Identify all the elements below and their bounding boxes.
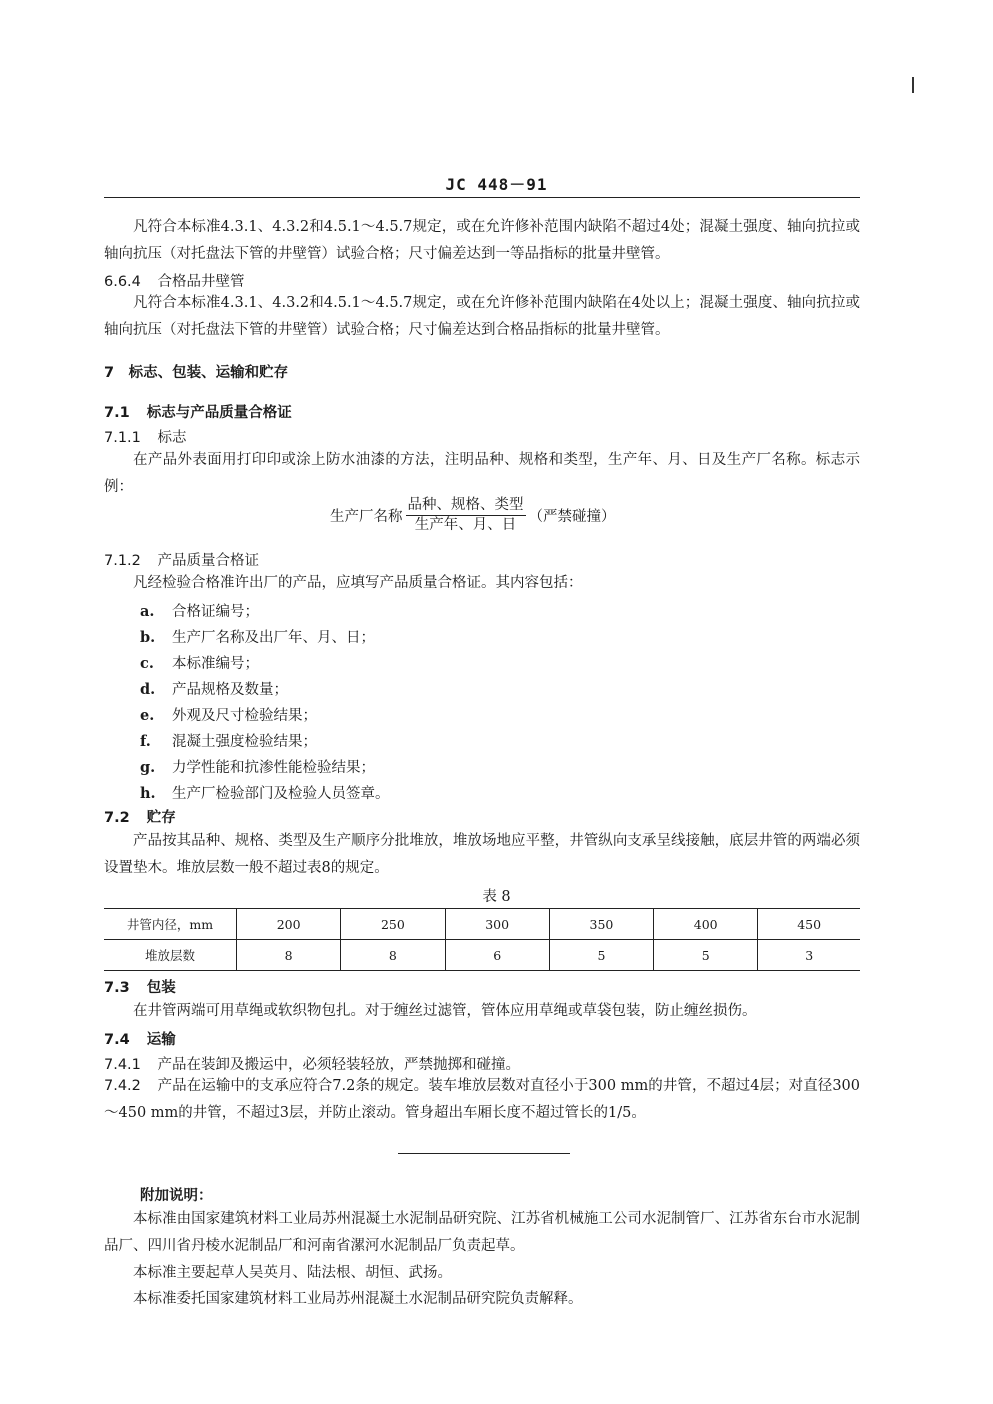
section-number: 7.4.2 — [104, 1078, 141, 1094]
table-cell: 5 — [654, 940, 758, 971]
table-cell: 3 — [758, 940, 860, 971]
paragraph-certificate: 凡经检验合格准许出厂的产品，应填写产品质量合格证。其内容包括： — [133, 575, 583, 591]
table-cell: 300 — [445, 909, 549, 940]
table-8 — [104, 908, 860, 971]
table-cell: 450 — [758, 909, 860, 940]
table-cell: 250 — [341, 909, 445, 940]
section-7-2 — [104, 806, 176, 827]
list-item: a. 合格证编号； — [140, 603, 259, 620]
section-7-4-1 — [104, 1053, 520, 1074]
paragraph-first-class: 凡符合本标准4.3.1、4.3.2和4.5.1～4.5.7规定，或在允许修补范围内缺陷不超过4处；混凝土强度、轴向抗拉或轴向抗压（对托盘法下管的井壁管）试验合格；尺寸偏差达到一等品指标的批量井壁管。 — [104, 219, 860, 262]
section-title: 运输 — [146, 1032, 176, 1048]
page-corner-mark — [912, 77, 914, 93]
table-cell: 8 — [237, 940, 341, 971]
section-7-heading: 7 标志、包装、运输和贮存 — [104, 365, 289, 381]
section-7-1-1 — [104, 426, 187, 447]
table-cell: 200 — [237, 909, 341, 940]
divider — [398, 1153, 570, 1154]
table-row — [104, 909, 860, 940]
table-row-header: 井管内径，mm — [104, 909, 237, 940]
section-title: 标志与产品质量合格证 — [146, 405, 292, 421]
list-item: e. 外观及尺寸检验结果； — [140, 707, 317, 724]
appendix-title: 附加说明： — [140, 1187, 213, 1204]
standard-code: JC 448－91 — [445, 175, 548, 194]
paragraph-marking: 在产品外表面用打印印或涂上防水油漆的方法，注明品种、规格和类型，生产年、月、日及生产厂名称。标志示例： — [104, 452, 860, 495]
list-item: c. 本标准编号； — [140, 655, 259, 672]
table-cell: 8 — [341, 940, 445, 971]
section-7-4 — [104, 1028, 176, 1049]
section-number: 7.1.1 — [104, 430, 141, 446]
table-row-header: 堆放层数 — [104, 940, 237, 971]
section-title: 产品质量合格证 — [157, 553, 260, 569]
table-cell: 350 — [549, 909, 653, 940]
formula-denominator: 生产年、月、日 — [414, 517, 517, 533]
paragraph-packing: 在井管两端可用草绳或软织物包扎。对于缠丝过滤管，管体应用草绳或草袋包装，防止缠丝损伤。 — [133, 1003, 757, 1019]
section-7-1 — [104, 401, 292, 422]
header-rule — [104, 197, 860, 198]
section-text: 产品在装卸及搬运中，必须轻装轻放，严禁抛掷和碰撞。 — [157, 1057, 521, 1073]
table-caption: 表 8 — [482, 889, 511, 905]
section-number: 7.3 — [104, 980, 130, 996]
section-7-1-2 — [104, 549, 259, 570]
appendix-paragraph: 本标准委托国家建筑材料工业局苏州混凝土水泥制品研究院负责解释。 — [133, 1291, 583, 1307]
appendix-paragraph: 本标准主要起草人吴英月、陆法根、胡恒、武扬。 — [133, 1265, 452, 1281]
formula-fraction — [406, 497, 526, 534]
table-cell: 5 — [549, 940, 653, 971]
section-number: 7.4.1 — [104, 1057, 141, 1073]
paragraph-qualified: 凡符合本标准4.3.1、4.3.2和4.5.1～4.5.7规定，或在允许修补范围内缺陷在4处以上；混凝土强度、轴向抗拉或轴向抗压（对托盘法下管的井壁管）试验合格；尺寸偏差达到合格品指标的批量井壁管。 — [104, 295, 860, 338]
section-6-6-4 — [104, 270, 245, 291]
table-cell: 400 — [654, 909, 758, 940]
section-number: 7.2 — [104, 810, 130, 826]
section-number: 6.6.4 — [104, 274, 141, 290]
section-7-3 — [104, 976, 176, 997]
list-item: d. 产品规格及数量； — [140, 681, 288, 698]
formula-prefix: 生产厂名称 — [330, 509, 403, 525]
section-number: 7.4 — [104, 1032, 130, 1048]
paragraph-storage: 产品按其品种、规格、类型及生产顺序分批堆放，堆放场地应平整，井管纵向支承呈线接触，底层井管的两端必须设置垫木。堆放层数一般不超过表8的规定。 — [104, 833, 860, 876]
section-title: 合格品井壁管 — [157, 274, 245, 290]
section-title: 贮存 — [146, 810, 176, 826]
section-number: 7.1 — [104, 405, 130, 421]
formula-suffix: （严禁碰撞） — [528, 509, 616, 525]
section-text: 产品在运输中的支承应符合7.2条的规定。装车堆放层数对直径小于300 mm的井管，不超过4层；对直径300～450 mm的井管，不超过3层，并防止滚动。管身超出车厢长度不超过管长的1/5。 — [104, 1078, 860, 1121]
list-item: h. 生产厂检验部门及检验人员签章。 — [140, 785, 390, 802]
section-title: 包装 — [146, 980, 176, 996]
section-7-4-2 — [104, 1073, 860, 1127]
formula-numerator: 品种、规格、类型 — [406, 497, 526, 516]
appendix-paragraph: 本标准由国家建筑材料工业局苏州混凝土水泥制品研究院、江苏省机械施工公司水泥制管厂、江苏省东台市水泥制品厂、四川省丹棱水泥制品厂和河南省漯河水泥制品厂负责起草。 — [104, 1211, 860, 1254]
section-title: 标志 — [157, 430, 187, 446]
table-cell: 6 — [445, 940, 549, 971]
section-number: 7.1.2 — [104, 553, 141, 569]
marking-formula — [330, 497, 616, 534]
list-item: b. 生产厂名称及出厂年、月、日； — [140, 629, 375, 646]
table-row — [104, 940, 860, 971]
list-item: f. 混凝土强度检验结果； — [140, 733, 317, 750]
list-item: g. 力学性能和抗渗性能检验结果； — [140, 759, 375, 776]
